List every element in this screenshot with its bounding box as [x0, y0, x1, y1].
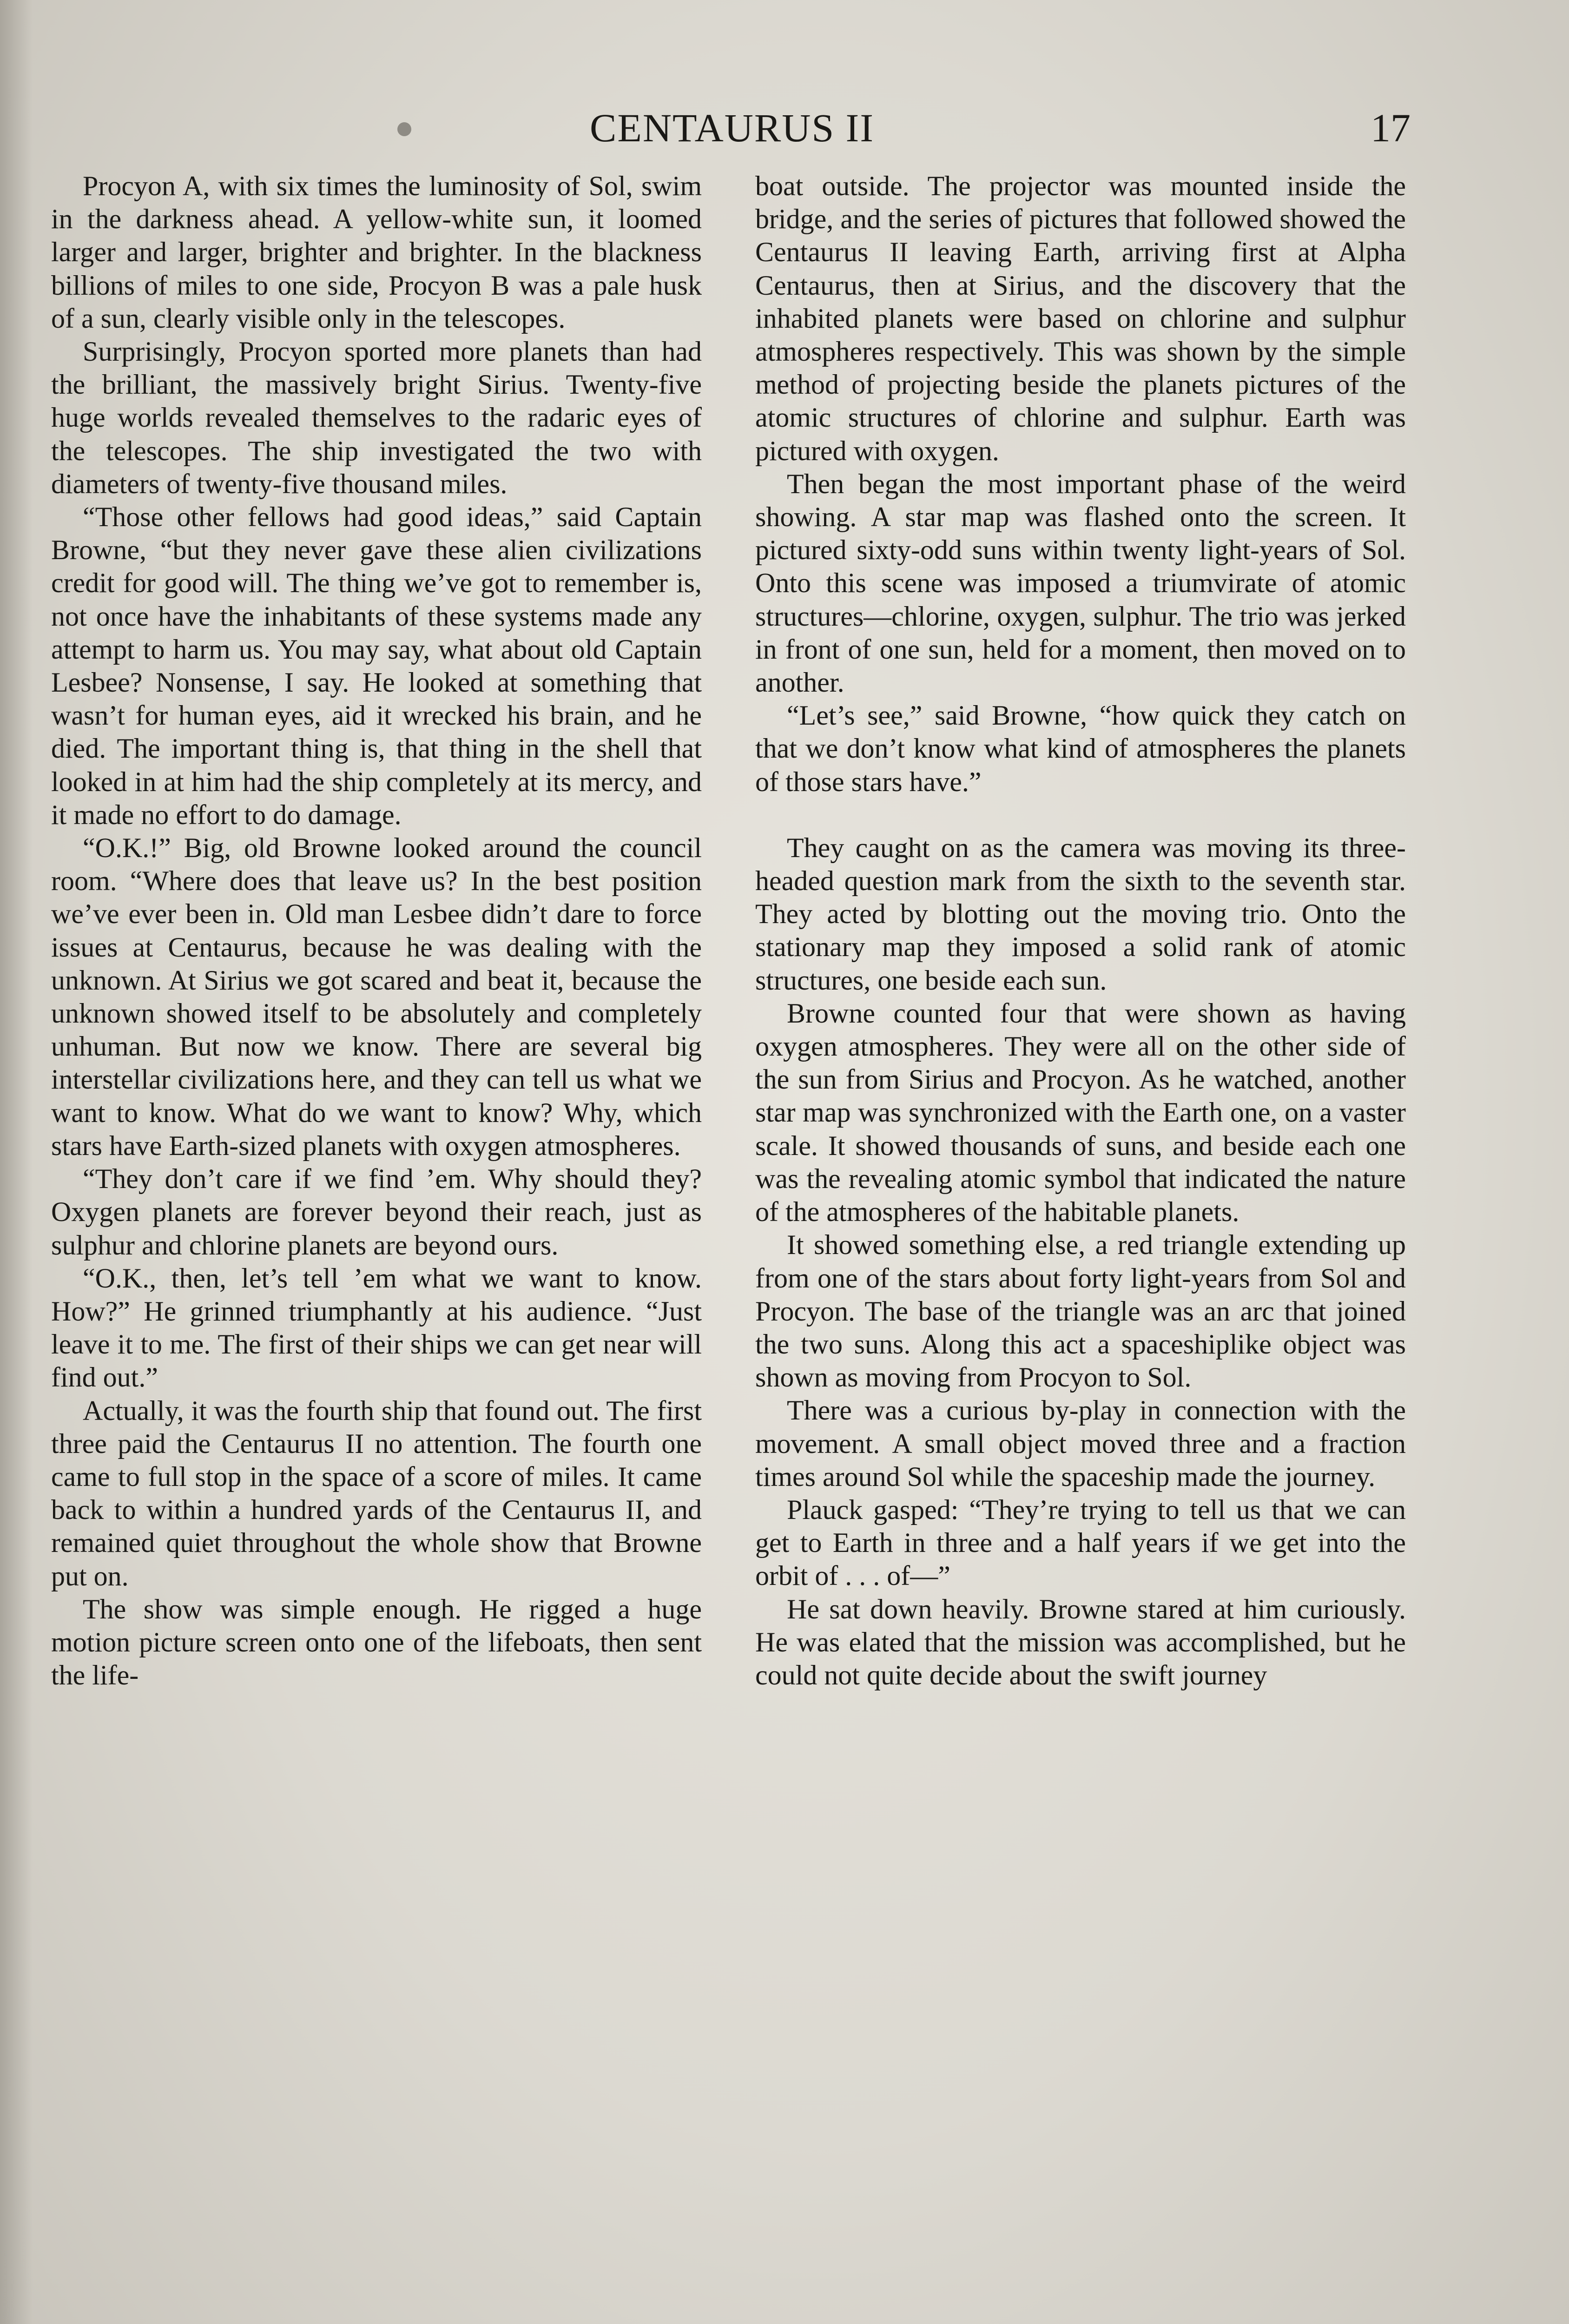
paragraph: “Let’s see,” said Browne, “how quick they catch on that we don’t know what kind of atmospheres the planets of those stars have.”: [755, 700, 1406, 797]
paragraph: boat outside. The projector was mounted inside the bridge, and the series of pictures that followed showed the Centaurus II leaving Earth, arriving first at Alpha Centaurus, then at Sirius, and the discovery that the inhabited planets were based on chlorine and sulphur atmospheres respectively. This was shown by the simple method of projecting beside the planets pictures of the atomic structures of chlorine and sulphur. Earth was pictured with oxygen.: [755, 171, 1406, 466]
paragraph: Procyon A, with six times the luminosity of Sol, swim in the darkness ahead. A yellow-white sun, it loomed larger and larger, brighter and brighter. In the blackness billions of miles to one side, Procyon B was a pale husk of a sun, clearly visible only in the telescopes.: [51, 171, 702, 334]
paragraph: Surprisingly, Procyon sported more planets than had the brilliant, the massively bright Sirius. Twenty-five huge worlds revealed themselves to the radaric eyes of the telescopes. The ship investigated the two with diameters of twenty-five thousand miles.: [51, 336, 702, 499]
paragraph: It showed something else, a red triangle extending up from one of the stars about forty light-years from Sol and Procyon. The base of the triangle was an arc that joined the two suns. Along this act a spaceshiplike object was shown as moving from Procyon to Sol.: [755, 1229, 1406, 1393]
section-break: [755, 799, 1406, 832]
spine-shadow: [0, 0, 33, 2324]
page-number: 17: [1371, 106, 1411, 150]
paragraph: Plauck gasped: “They’re trying to tell us that we can get to Earth in three and a half years if we get into the orbit of . . . of—”: [755, 1494, 1406, 1591]
paragraph: “O.K.!” Big, old Browne looked around the council room. “Where does that leave us? In the best position we’ve ever been in. Old man Lesbee didn’t dare to force issues at Centaurus, because he was dealing with the unknown. At Sirius we got scared and beat it, because the unknown showed itself to be absolutely and completely unhuman. But now we know. There are several big interstellar civilizations here, and they can tell us what we want to know. What do we want to know? Why, which stars have Earth-sized planets with oxygen atmospheres.: [51, 832, 702, 1161]
paragraph: They caught on as the camera was moving its three-headed question mark from the sixth to the seventh star. They acted by blotting out the moving trio. Onto the stationary map they imposed a solid rank of atomic structures, one beside each sun.: [755, 832, 1406, 996]
paragraph: “O.K., then, let’s tell ’em what we want to know. How?” He grinned triumphantly at his audience. “Just leave it to me. The first of their ships we can get near will find out.”: [51, 1262, 702, 1393]
running-title: CENTAURUS II: [590, 106, 874, 150]
paragraph: The show was simple enough. He rigged a huge motion picture screen onto one of the lifeboats, then sent the life-: [51, 1593, 702, 1691]
running-header: [53, 95, 1411, 160]
paragraph: “Those other fellows had good ideas,” said Captain Browne, “but they never gave these alien civilizations credit for good will. The thing we’ve got to remember is, not once have the inhabitants of these systems made any attempt to harm us. You may say, what about old Captain Lesbee? Nonsense, I say. He looked at something that wasn’t for human eyes, aid it wrecked his brain, and he died. The important thing is, that thing in the shell that looked in at him had the ship completely at its mercy, and it made no effort to do damage.: [51, 502, 702, 830]
paragraph: Browne counted four that were shown as having oxygen atmospheres. They were all on the other side of the sun from Sirius and Procyon. As he watched, another star map was synchronized with the Earth one, on a vaster scale. It showed thousands of suns, and beside each one was the revealing atomic symbol that indicated the nature of the atmospheres of the habitable planets.: [755, 997, 1406, 1228]
right-column: [755, 170, 1406, 1692]
paragraph: He sat down heavily. Browne stared at him curiously. He was elated that the mission was accomplished, but he could not quite decide about the swift journey: [755, 1593, 1406, 1690]
paragraph: Actually, it was the fourth ship that found out. The first three paid the Centaurus II no attention. The fourth one came to full stop in the space of a score of miles. It came back to within a hundred yards of the Centaurus II, and remained quiet throughout the whole show that Browne put on.: [51, 1395, 702, 1591]
left-column: [51, 170, 702, 1692]
paragraph: There was a curious by-play in connection with the movement. A small object moved three and a fraction times around Sol while the spaceship made the journey.: [755, 1395, 1406, 1492]
paragraph: “They don’t care if we find ’em. Why should they? Oxygen planets are forever beyond their reach, just as sulphur and chlorine planets are beyond ours.: [51, 1163, 702, 1261]
paragraph: Then began the most important phase of the weird showing. A star map was flashed onto the screen. It pictured sixty-odd suns within twenty light-years of Sol. Onto this scene was imposed a triumvirate of atomic structures—chlorine, oxygen, sulphur. The trio was jerked in front of one sun, held for a moment, then moved on to another.: [755, 468, 1406, 698]
